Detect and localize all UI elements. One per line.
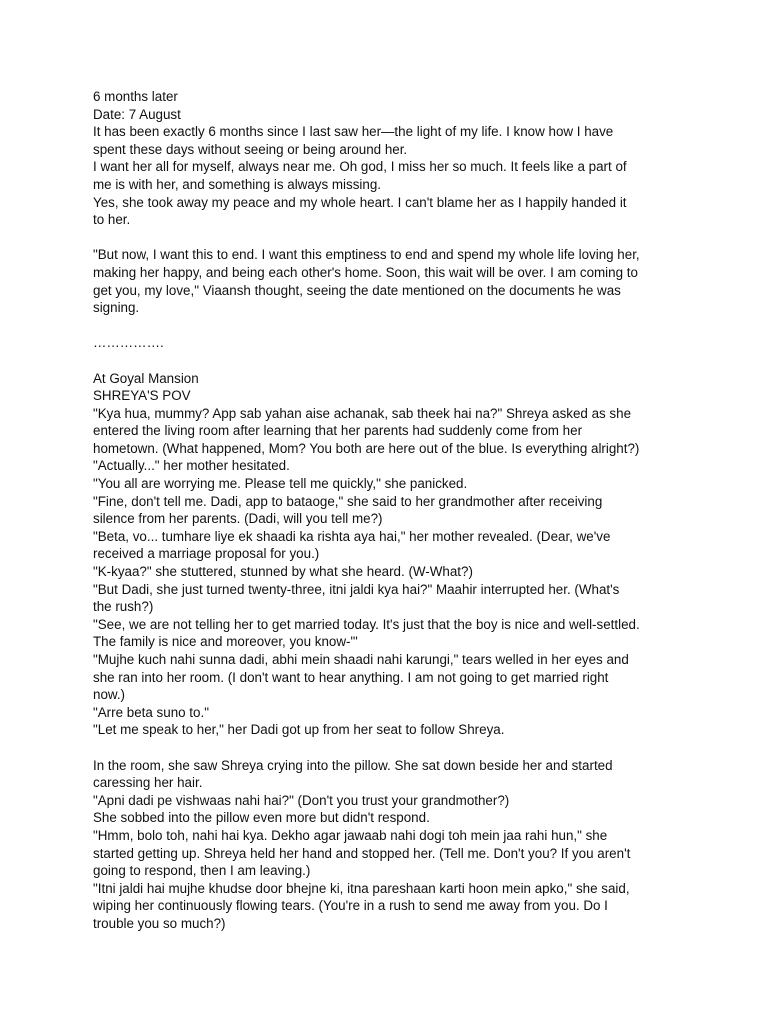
text-line: "Fine, don't tell me. Dadi, app to bataoge," she said to her grandmother after receiving <box>93 493 603 509</box>
text-line: "Hmm, bolo toh, nahi hai kya. Dekho agar jawaab nahi dogi toh mein jaa rahi hun," she <box>93 827 608 843</box>
text-line: signing. <box>93 300 140 316</box>
text-line: me is with her, and something is always missing. <box>93 176 382 192</box>
text-line: Yes, she took away my peace and my whole heart. I can't blame her as I happily handed it <box>93 194 627 210</box>
blank-line <box>93 352 683 370</box>
pov-heading: SHREYA'S POV <box>93 388 191 404</box>
blank-line <box>93 229 683 247</box>
text-line: The family is nice and moreover, you know-"' <box>93 634 358 650</box>
text-line: In the room, she saw Shreya crying into the pillow. She sat down beside her and started <box>93 757 613 773</box>
text-line: Date: 7 August <box>93 106 181 122</box>
text-line: caressing her hair. <box>93 775 203 791</box>
text-line: received a marriage proposal for you.) <box>93 546 320 562</box>
text-line: silence from her parents. (Dadi, will you tell me?) <box>93 511 383 527</box>
text-line: "Beta, vo... tumhare liye ek shaadi ka rishta aya hai," her mother revealed. (Dear, we've <box>93 528 611 544</box>
text-line: now.) <box>93 687 126 703</box>
text-line: trouble you so much?) <box>93 915 226 931</box>
blank-line <box>93 739 683 757</box>
text-line: "Let me speak to her," her Dadi got up from her seat to follow Shreya. <box>93 722 505 738</box>
text-line: She sobbed into the pillow even more but didn't respond. <box>93 810 430 826</box>
text-line: "Kya hua, mummy? App sab yahan aise achanak, sab theek hai na?" Shreya asked as she <box>93 405 632 421</box>
text-line: spent these days without seeing or being around her. <box>93 141 408 157</box>
text-line: started getting up. Shreya held her hand and stopped her. (Tell me. Don't you? If you aren't <box>93 845 631 861</box>
text-line: "Mujhe kuch nahi sunna dadi, abhi mein shaadi nahi karungi," tears welled in her eyes and <box>93 652 629 667</box>
text-line: to her. <box>93 212 131 228</box>
text-line: "But Dadi, she just turned twenty-three, itni jaldi kya hai?" Maahir interrupted her. (What's <box>93 581 620 597</box>
text-line: get you, my love," Viaansh thought, seeing the date mentioned on the documents he was <box>93 282 621 298</box>
text-line: I want her all for myself, always near me. Oh god, I miss her so much. It feels like a part of <box>93 159 627 175</box>
text-line: "Actually..." her mother hesitated. <box>93 458 290 474</box>
text-line: she ran into her room. (I don't want to hear anything. I am not going to get married right <box>93 669 609 685</box>
text-line: It has been exactly 6 months since I last saw her—the light of my life. I know how I have <box>93 124 614 140</box>
text-line: "You all are worrying me. Please tell me quickly," she panicked. <box>93 476 468 492</box>
text-line: 6 months later <box>93 89 178 104</box>
scene-heading: At Goyal Mansion <box>93 370 199 386</box>
text-line: making her happy, and being each other's home. Soon, this wait will be over. I am coming to <box>93 264 638 280</box>
text-line: "But now, I want this to end. I want this emptiness to end and spend my whole life loving her, <box>93 247 640 263</box>
blank-line <box>93 317 683 335</box>
text-line: "Itni jaldi hai mujhe khudse door bhejne ki, itna pareshaan karti hoon mein apko," she said, <box>93 880 630 896</box>
document-page <box>93 88 683 933</box>
text-line: the rush?) <box>93 599 154 615</box>
text-line: wiping her continuously flowing tears. (You're in a rush to send me away from you. Do I <box>93 898 608 914</box>
text-line: "Arre beta suno to." <box>93 704 209 720</box>
text-line: "K-kyaa?" she stuttered, stunned by what she heard. (W-What?) <box>93 564 473 580</box>
text-line: going to respond, then I am leaving.) <box>93 863 311 879</box>
text-line: "Apni dadi pe vishwaas nahi hai?" (Don't you trust your grandmother?) <box>93 792 510 808</box>
text-line: entered the living room after learning that her parents had suddenly come from her <box>93 423 583 439</box>
text-line: "See, we are not telling her to get married today. It's just that the boy is nice and well-settled. <box>93 616 640 632</box>
scene-break: ……………. <box>93 335 164 351</box>
text-line: hometown. (What happened, Mom? You both are here out of the blue. Is everything alright?) <box>93 440 640 456</box>
